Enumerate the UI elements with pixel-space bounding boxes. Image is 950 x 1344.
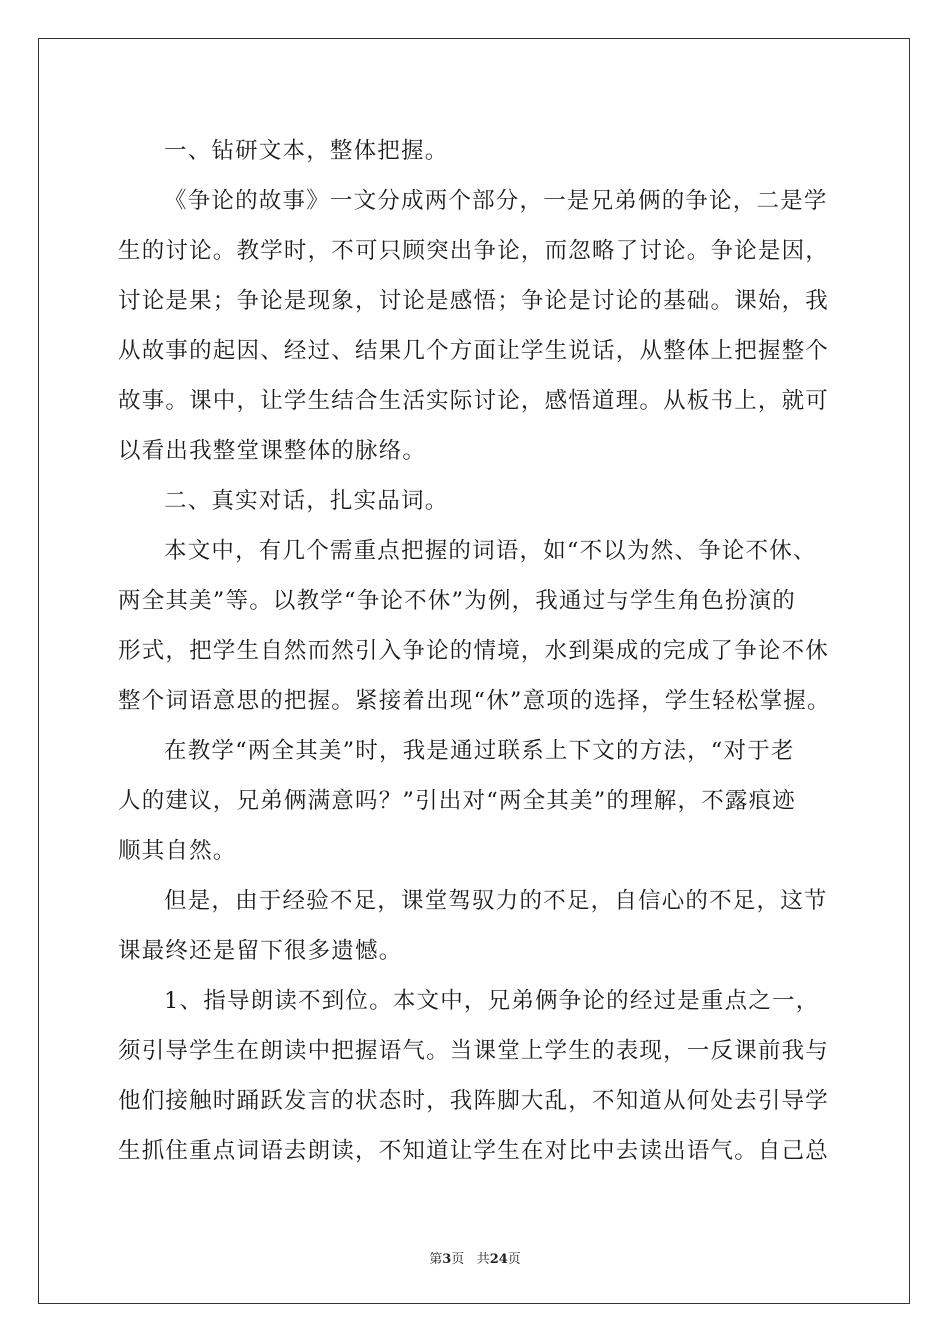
paragraph bbox=[118, 176, 838, 476]
paragraph bbox=[118, 476, 838, 526]
text-line: 但是，由于经验不足，课堂驾驭力的不足，自信心的不足，这节 bbox=[164, 888, 828, 914]
text-line: 人的建议，兄弟俩满意吗？”引出对“两全其美”的理解，不露痕迹 bbox=[118, 788, 797, 814]
page-number-unit: 页 bbox=[451, 1252, 465, 1267]
page-total-count: 24 bbox=[489, 1252, 508, 1267]
text-line: 本文中，有几个需重点把握的词语，如“不以为然、争论不休、 bbox=[164, 538, 817, 564]
text-line: 整个词语意思的把握。紧接着出现“休”意项的选择，学生轻松掌握。 bbox=[118, 688, 831, 714]
text-line: 两全其美”等。以教学“争论不休”为例，我通过与学生角色扮演的 bbox=[118, 588, 797, 614]
text-line: 形式，把学生自然而然引入争论的情境，水到渠成的完成了争论不休 bbox=[118, 638, 830, 664]
text-line: 二、真实对话，扎实品词。 bbox=[164, 488, 449, 514]
page-total-prefix: 共 bbox=[476, 1252, 490, 1267]
text-line: 他们接触时踊跃发言的状态时，我阵脚大乱，不知道从何处去引导学 bbox=[118, 1088, 830, 1114]
page-number-current: 3 bbox=[442, 1252, 452, 1267]
text-line: 在教学“两全其美”时，我是通过联系上下文的方法，“对于老 bbox=[164, 738, 795, 764]
paragraph bbox=[118, 876, 838, 976]
text-line: 1、指导朗读不到位。本文中，兄弟俩争论的经过是重点之一， bbox=[164, 988, 820, 1014]
page-number-prefix: 第 bbox=[429, 1252, 443, 1267]
text-line: 一、钻研文本，整体把握。 bbox=[164, 138, 449, 164]
text-line: 课最终还是留下很多遗憾。 bbox=[118, 938, 403, 964]
text-line: 顺其自然。 bbox=[118, 838, 237, 864]
text-line: 《争论的故事》一文分成两个部分，一是兄弟俩的争论，二是学 bbox=[164, 188, 828, 214]
page-footer bbox=[0, 1248, 950, 1267]
text-line: 故事。课中，让学生结合生活实际讨论，感悟道理。从板书上，就可 bbox=[118, 388, 830, 414]
text-line: 从故事的起因、经过、结果几个方面让学生说话，从整体上把握整个 bbox=[118, 338, 830, 364]
text-line: 讨论是果；争论是现象，讨论是感悟；争论是讨论的基础。课始，我 bbox=[118, 288, 830, 314]
paragraph bbox=[118, 126, 838, 176]
paragraph bbox=[118, 976, 838, 1176]
paragraph bbox=[118, 726, 838, 876]
page-total-unit: 页 bbox=[507, 1252, 521, 1267]
text-line: 生抓住重点词语去朗读，不知道让学生在对比中去读出语气。自己总 bbox=[118, 1138, 830, 1164]
text-line: 生的讨论。教学时，不可只顾突出争论，而忽略了讨论。争论是因， bbox=[118, 238, 830, 264]
document-body bbox=[118, 126, 838, 1176]
paragraph bbox=[118, 526, 838, 726]
text-line: 须引导学生在朗读中把握语气。当课堂上学生的表现，一反课前我与 bbox=[118, 1038, 830, 1064]
text-line: 以看出我整堂课整体的脉络。 bbox=[118, 438, 427, 464]
